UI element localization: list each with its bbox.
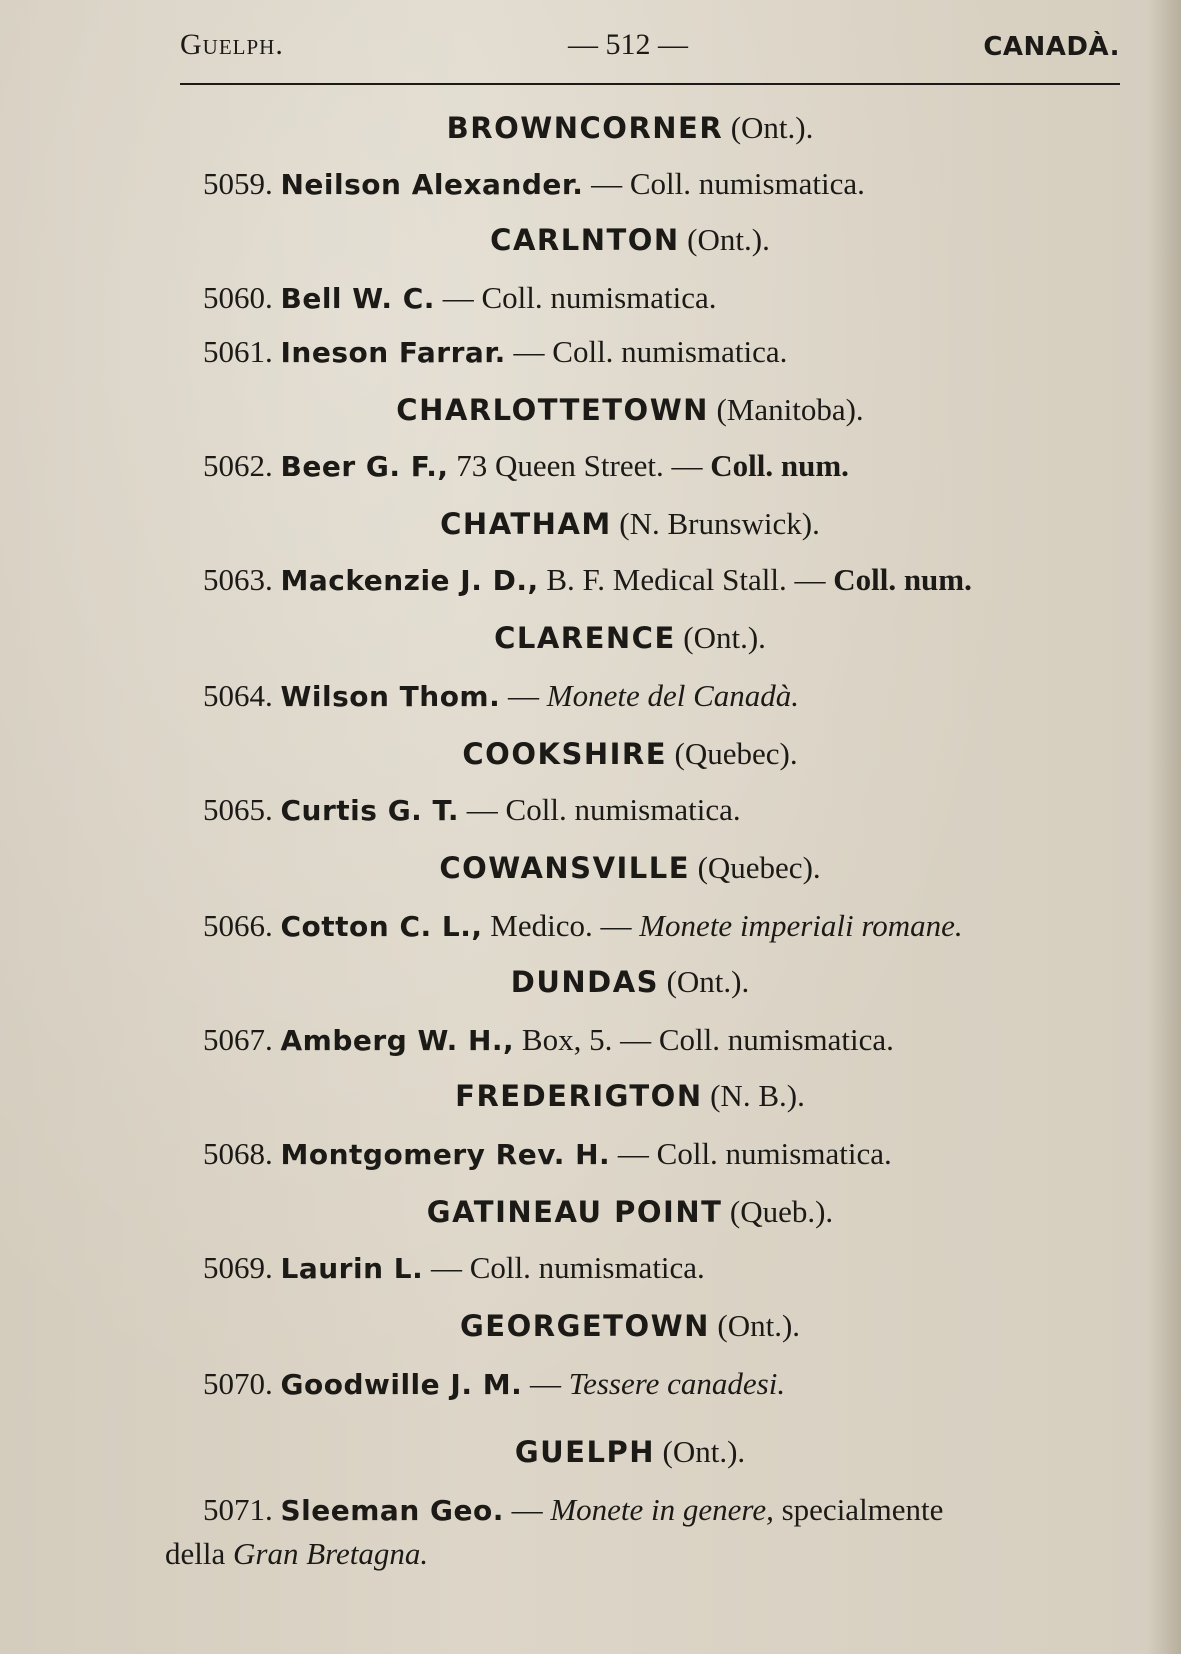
place-name: CHATHAM [440, 507, 612, 541]
collector-name: Sleeman Geo. [280, 1494, 504, 1527]
collector-name: Neilson Alexander. [280, 168, 584, 201]
address: B. F. Medical Stall. [538, 562, 787, 597]
entry-number: 5067. [203, 1022, 273, 1057]
list-item [203, 1022, 894, 1058]
separator: — [786, 562, 834, 597]
region-name: (Ont.). [683, 620, 766, 655]
section-heading [160, 506, 1100, 542]
list-item [203, 334, 787, 370]
collector-name: Cotton C. L., [280, 910, 483, 943]
region-name: (Queb.). [729, 1194, 834, 1229]
list-item [203, 166, 865, 202]
list-item [203, 1250, 705, 1286]
occupation: Medico. [482, 908, 593, 943]
description-continuation: specialmente [773, 1492, 944, 1527]
entry-number: 5059. [203, 166, 273, 201]
collector-name: Curtis G. T. [280, 794, 460, 827]
section-heading [160, 964, 1100, 1000]
collection-description: Monete in genere, [550, 1492, 774, 1527]
place-name: GUELPH [514, 1435, 655, 1469]
collection-description: Coll. num. [833, 562, 972, 597]
region-name: (N. Brunswick). [619, 506, 820, 541]
list-item [203, 1136, 892, 1172]
separator: — [592, 908, 640, 943]
collection-description: Monete del Canadà. [546, 678, 800, 713]
list-item [203, 448, 849, 484]
place-name: BROWNCORNER [446, 111, 724, 145]
place-name: COOKSHIRE [462, 737, 668, 771]
list-item [203, 1492, 943, 1528]
entry-number: 5065. [203, 792, 273, 827]
separator: — [522, 1366, 569, 1401]
region-name: (Ont.). [687, 222, 770, 257]
entry-number: 5070. [203, 1366, 273, 1401]
section-heading [160, 736, 1100, 772]
list-item-continuation [165, 1536, 428, 1572]
entry-number: 5061. [203, 334, 273, 369]
continuation-italic: Gran Bretagna. [233, 1536, 429, 1571]
separator: — [612, 1022, 659, 1057]
place-name: DUNDAS [510, 965, 660, 999]
collection-description: Coll. numismatica. [469, 1250, 705, 1285]
entry-number: 5060. [203, 280, 273, 315]
collection-description: Coll. numismatica. [656, 1136, 892, 1171]
continuation-text: della [165, 1536, 233, 1571]
collector-name: Goodwille J. M. [280, 1368, 523, 1401]
list-item [203, 280, 717, 316]
region-name: (Quebec). [674, 736, 798, 771]
address: 73 Queen Street. [448, 448, 664, 483]
collector-name: Beer G. F., [280, 450, 449, 483]
collection-description: Monete imperiali romane. [639, 908, 963, 943]
entry-number: 5069. [203, 1250, 273, 1285]
entry-number: 5071. [203, 1492, 273, 1527]
list-item [203, 678, 799, 714]
section-heading [160, 110, 1100, 146]
separator: — [500, 678, 547, 713]
collector-name: Mackenzie J. D., [280, 564, 539, 597]
page-number: — 512 — [568, 28, 688, 61]
address: Box, 5. [514, 1022, 613, 1057]
place-name: COWANSVILLE [439, 851, 691, 885]
section-heading [160, 1308, 1100, 1344]
region-name: (Quebec). [697, 850, 821, 885]
separator: — [503, 1492, 551, 1527]
collector-name: Montgomery Rev. H. [280, 1138, 611, 1171]
section-heading [160, 1434, 1100, 1470]
list-item [203, 1366, 785, 1402]
collection-description: Coll. num. [710, 448, 849, 483]
separator: — [610, 1136, 657, 1171]
place-name: FREDERIGTON [455, 1079, 703, 1113]
list-item [203, 908, 963, 944]
separator: — [459, 792, 506, 827]
collector-name: Bell W. C. [280, 282, 435, 315]
section-heading [160, 850, 1100, 886]
entry-number: 5064. [203, 678, 273, 713]
region-name: (Ont.). [662, 1434, 746, 1469]
separator: — [583, 166, 630, 201]
section-heading [160, 1194, 1100, 1230]
separator: — [663, 448, 711, 483]
collection-description: Tessere canadesi. [568, 1366, 786, 1401]
list-item [203, 562, 972, 598]
collection-description: Coll. numismatica. [552, 334, 788, 369]
entry-number: 5062. [203, 448, 273, 483]
collection-description: Coll. numismatica. [505, 792, 741, 827]
section-heading [160, 620, 1100, 656]
collection-description: Coll. numismatica. [481, 280, 717, 315]
region-name: (Ont.). [717, 1308, 801, 1343]
section-heading [160, 1078, 1100, 1114]
separator: — [423, 1250, 470, 1285]
place-name: GEORGETOWN [459, 1309, 710, 1343]
running-head-right: CANADÀ. [983, 32, 1120, 62]
section-heading [160, 392, 1100, 428]
collector-name: Laurin L. [280, 1252, 424, 1285]
region-name: (Ont.). [730, 110, 814, 145]
entry-number: 5066. [203, 908, 273, 943]
collector-name: Wilson Thom. [280, 680, 501, 713]
collection-description: Coll. numismatica. [629, 166, 865, 201]
region-name: (Ont.). [666, 964, 750, 999]
place-name: CHARLOTTETOWN [396, 393, 709, 427]
place-name: CLARENCE [494, 621, 676, 655]
entry-number: 5068. [203, 1136, 273, 1171]
collector-name: Amberg W. H., [280, 1024, 515, 1057]
separator: — [434, 280, 482, 315]
region-name: (N. B.). [710, 1078, 805, 1113]
running-head-left: Guelph. [180, 28, 284, 61]
section-heading [160, 222, 1100, 258]
place-name: GATINEAU POINT [426, 1195, 723, 1229]
list-item [203, 792, 741, 828]
collector-name: Ineson Farrar. [280, 336, 506, 369]
region-name: (Manitoba). [716, 392, 864, 427]
separator: — [505, 334, 553, 369]
place-name: CARLNTON [490, 223, 680, 257]
entry-number: 5063. [203, 562, 273, 597]
collection-description: Coll. numismatica. [658, 1022, 894, 1057]
